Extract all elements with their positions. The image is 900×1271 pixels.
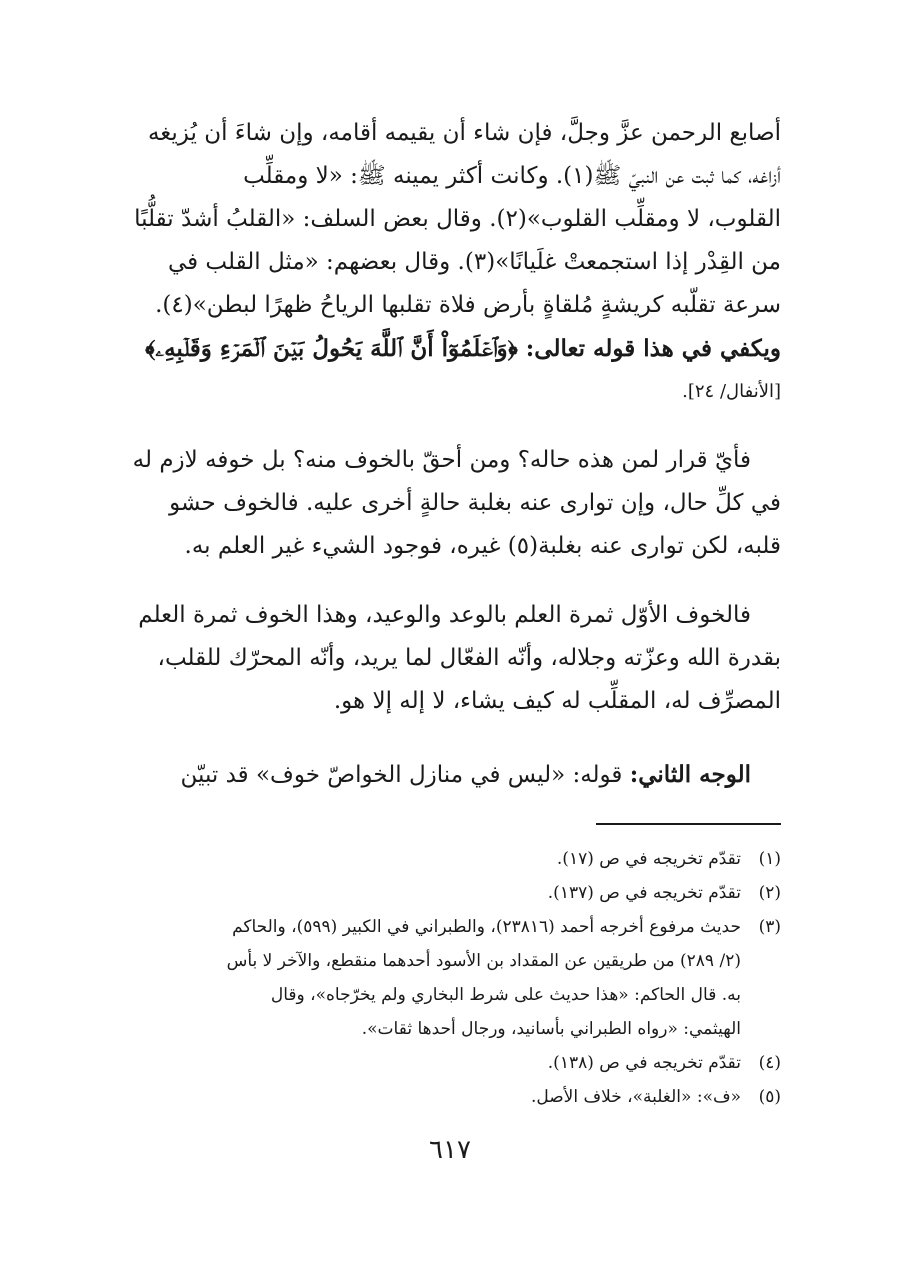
footnote-text: «ف»: «الغلبة»، خلاف الأصل. xyxy=(530,1087,741,1107)
footnote-text: تقدّم تخريجه في ص (١٣٨). xyxy=(547,1053,741,1073)
text-line: قوله: «ليس في منازل الخواصّ خوف» قد تبيّن xyxy=(180,762,623,788)
footnote-item xyxy=(118,842,781,876)
text-line: بقدرة الله وعزّته وجلاله، وأنّه الفعّال لما يريد، وأنّه المحرّك للقلب، xyxy=(157,645,781,671)
quran-verse-line: ويكفي في هذا قوله تعالى: ﴿وَٱعۡلَمُوٓاْ أَنَّ ٱللَّهَ يَحُولُ بَيۡنَ ٱلۡمَرۡءِ وَقَلۡبِهِۦ﴾ xyxy=(145,335,781,362)
footnote-number: (٥) xyxy=(758,1087,781,1107)
footnote-number: (٤) xyxy=(758,1053,781,1073)
footnote-item xyxy=(118,910,781,1046)
text-line: سرعة تقلّبه كريشةٍ مُلقاةٍ بأرض فلاة تقلبها الرياحُ ظهرًا لبطن»(٤). xyxy=(155,292,781,318)
paragraph-2 xyxy=(118,439,781,482)
footnote-item xyxy=(118,876,781,910)
section-heading: الوجه الثاني: xyxy=(629,761,751,788)
main-text xyxy=(118,112,781,797)
paragraph-4 xyxy=(118,753,781,797)
footnote-line: الهيثمي: «رواه الطبراني بأسانيد، ورجال أحدها ثقات». xyxy=(361,1019,741,1039)
paragraph-2-cont xyxy=(118,482,781,568)
footnotes xyxy=(118,842,781,1114)
footnote-item xyxy=(118,1080,781,1114)
text-line: أصابع الرحمن عزَّ وجلَّ، فإن شاء أن يقيمه أقامه، وإن شاءَ أن يُزيغه xyxy=(147,120,781,146)
text-line: فالخوف الأوّل ثمرة العلم بالوعد والوعيد، وهذا الخوف ثمرة العلم xyxy=(138,602,751,628)
paragraph-3 xyxy=(118,594,781,637)
paragraph-3-cont xyxy=(118,637,781,723)
text-line: القلوب، لا ومقلِّب القلوب»(٢). وقال بعض السلف: «القلبُ أشدّ تقلُّبًا xyxy=(134,206,781,232)
footnote-number: (٢) xyxy=(758,883,781,903)
page-number: ٦١٧ xyxy=(429,1135,471,1165)
text-line: من القِدْر إذا استجمعتْ غلَيانًا»(٣). وقال بعضهم: «مثل القلب في xyxy=(167,249,781,275)
footnote-separator xyxy=(596,823,781,825)
footnote-item xyxy=(118,1046,781,1080)
footnote-text: تقدّم تخريجه في ص (١٧). xyxy=(556,849,741,869)
text-line: المصرِّف له، المقلِّب له كيف يشاء، لا إله إلا هو. xyxy=(333,688,781,714)
footnote-line: (٢/ ٢٨٩) من طريقين عن المقداد بن الأسود أحدهما منقطع، والآخر لا بأس xyxy=(226,951,741,971)
footnote-text: تقدّم تخريجه في ص (١٣٧). xyxy=(547,883,741,903)
footnote-number: (١) xyxy=(758,849,781,869)
footnote-line: حديث مرفوع أخرجه أحمد (٢٣٨١٦)، والطبراني في الكبير (٥٩٩)، والحاكم xyxy=(232,917,741,937)
text-line: أزاغه، كما ثبت عن النبيّ ﷺ(١). وكانت أكثر يمينه ﷺ: «لا ومقلِّب xyxy=(243,163,781,189)
footnote-number: (٣) xyxy=(758,917,781,937)
text-line: في كلِّ حال، وإن توارى عنه بغلبة حالةٍ أخرى عليه. فالخوف حشو xyxy=(169,490,781,516)
paragraph-1 xyxy=(118,112,781,413)
footnote-line: به. قال الحاكم: «هذا حديث على شرط البخاري ولم يخرّجاه»، وقال xyxy=(270,985,741,1005)
text-line: فأيّ قرار لمن هذه حاله؟ ومن أحقّ بالخوف منه؟ بل خوفه لازم له xyxy=(132,447,751,473)
footnote-text xyxy=(118,910,741,1046)
verse-citation: [الأنفال/ ٢٤]. xyxy=(682,381,781,402)
text-line: قلبه، لكن توارى عنه بغلبة(٥) غيره، فوجود الشيء غير العلم به. xyxy=(184,533,781,559)
